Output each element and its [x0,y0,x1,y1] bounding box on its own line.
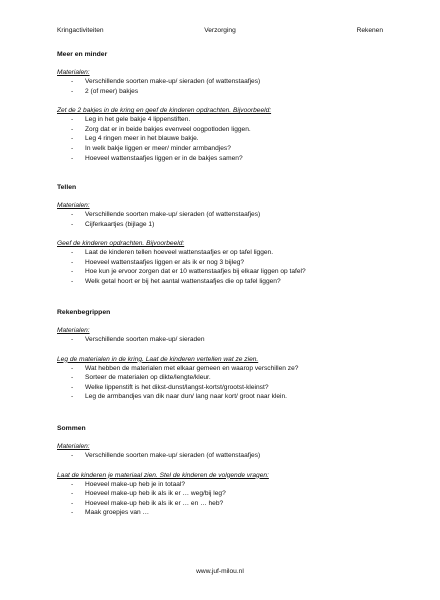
list-item: - Cijferkaartjes (bijlage 1) [57,220,387,230]
instruction-list [57,248,387,286]
materials-label: Materialen: [57,327,90,334]
list-item: - Hoeveel make-up heb ik als ik er … weg/bij leg? [57,489,387,499]
list-item: - Leg de armbandjes van dik naar dun/ lang naar kort/ groot naar klein. [57,392,387,402]
list-item: - Hoeveel make-up heb ik als ik er … en … heb? [57,499,387,509]
section-sommen [57,424,387,518]
materials-label: Materialen: [57,69,90,76]
header-right: Rekenen [356,27,383,34]
list-item: - Wat hebben de materialen met elkaar gemeen en waarop verschillen ze? [57,364,387,374]
list-item: - Welke lippenstift is het dikst-dunst/langst-kortst/grootst-kleinst? [57,383,387,393]
list-item: - Laat de kinderen tellen hoeveel wattenstaafjes er op tafel liggen. [57,248,387,258]
section-title: Rekenbegrippen [57,309,111,316]
page-header [57,27,383,37]
instruction-list [57,115,387,163]
section-title: Meer en minder [57,51,108,58]
list-item: - Hoeveel make-up heb je in totaal? [57,480,387,490]
list-item: - Welk getal hoort er bij het aantal wattenstaafjes die op tafel liggen? [57,277,387,287]
section-meer-en-minder [57,50,387,163]
list-item: - Hoeveel wattenstaafjes liggen er als ik er nog 3 bijleg? [57,258,387,268]
section-title: Tellen [57,184,77,191]
list-item: - Hoe kun je ervoor zorgen dat er 10 wattenstaafjes bij elkaar liggen op tafel? [57,267,387,277]
section-rekenbegrippen [57,308,387,402]
instruction-label: Geef de kinderen opdrachten. Bijvoorbeeld: [57,240,185,248]
page-footer-url: www.juf-milou.nl [196,568,244,575]
section-title: Sommen [57,425,86,432]
instruction-list [57,480,387,518]
materials-list [57,77,387,96]
section-tellen [57,183,387,287]
list-item: - Zorg dat er in beide bakjes evenveel oogpotloden liggen. [57,125,387,135]
materials-label: Materialen: [57,443,90,450]
list-item: - Maak groepjes van … [57,508,387,518]
header-center: Verzorging [204,27,236,34]
list-item: - Verschillende soorten make-up/ sieraden (of wattenstaafjes) [57,451,387,461]
instruction-label: Laat de kinderen je materiaal zien. Stel de kinderen de volgende vragen: [57,471,269,479]
materials-list [57,210,387,229]
list-item: - Hoeveel wattenstaafjes liggen er in de bakjes samen? [57,154,387,164]
list-item: - 2 (of meer) bakjes [57,87,387,97]
instruction-label: Zet de 2 bakjes in de kring en geef de kinderen opdrachten. Bijvoorbeeld: [57,107,272,115]
list-item: - Leg in het gele bakje 4 lippenstiften. [57,115,387,125]
header-left: Kringactiviteiten [57,27,104,34]
materials-list [57,335,387,345]
list-item: - Sorteer de materialen op dikte/lengte/kleur. [57,373,387,383]
list-item: - Leg 4 ringen meer in het blauwe bakje. [57,134,387,144]
instruction-list [57,364,387,402]
materials-list [57,451,387,461]
materials-label: Materialen: [57,202,90,209]
list-item: - Verschillende soorten make-up/ sieraden (of wattenstaafjes) [57,77,387,87]
list-item: - Verschillende soorten make-up/ sieraden [57,335,387,345]
list-item: - Verschillende soorten make-up/ sieraden (of wattenstaafjes) [57,210,387,220]
instruction-label: Leg de materialen in de kring. Laat de kinderen vertellen wat ze zien. [57,355,259,363]
list-item: - In welk bakje liggen er meer/ minder armbandjes? [57,144,387,154]
